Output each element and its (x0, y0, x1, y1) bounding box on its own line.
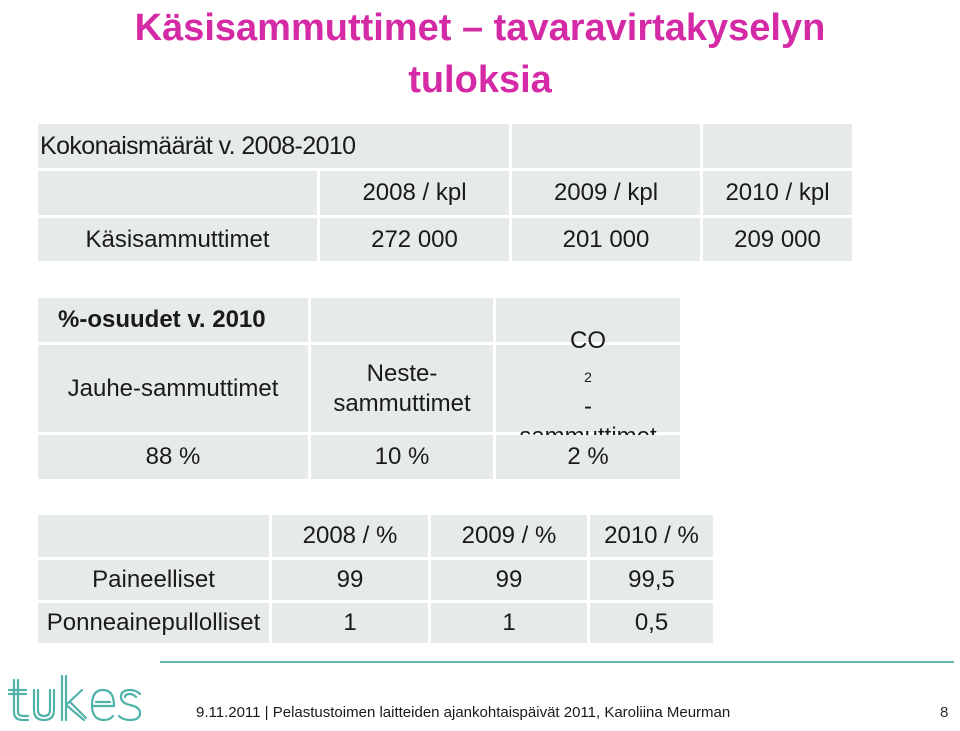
totals-table-caption: Kokonaismäärät v. 2008-2010 (40, 131, 356, 160)
share-table-header (496, 326, 680, 432)
type-table-value: 0,5 (590, 603, 713, 643)
type-table-header: 2010 / % (590, 515, 713, 557)
co2-suffix: - (584, 392, 592, 420)
footer-text: 9.11.2011 | Pelastustoimen laitteiden ajankohtaispäivät 2011, Karoliina Meurman (196, 704, 731, 721)
slide-title-line1: Käsisammuttimet – tavaravirtakyselyn (134, 7, 826, 49)
type-table-value: 99 (431, 560, 587, 600)
totals-table-header: 2010 / kpl (703, 171, 852, 215)
totals-table-empty-cell (703, 124, 852, 168)
totals-table-header: 2009 / kpl (512, 171, 700, 215)
type-table-header: 2008 / % (272, 515, 428, 557)
totals-table-value: 209 000 (703, 218, 852, 261)
type-table-empty-cell (38, 515, 269, 557)
type-table-row-label: Paineelliset (38, 560, 269, 600)
share-table-value: 2 % (496, 435, 680, 479)
tukes-logo-icon (8, 672, 158, 726)
share-table-value: 10 % (311, 435, 493, 479)
type-table-header: 2009 / % (431, 515, 587, 557)
co2-text: CO (570, 326, 606, 354)
share-table-header: Jauhe-sammuttimet (38, 345, 308, 432)
type-table-value: 1 (272, 603, 428, 643)
totals-table-empty-cell (512, 124, 700, 168)
share-table-empty-cell (311, 298, 493, 342)
share-table-header-line: sammuttimet (333, 389, 471, 417)
totals-table-row-label: Käsisammuttimet (38, 218, 317, 261)
type-table-row-label: Ponneainepullolliset (38, 603, 269, 643)
page-number: 8 (940, 704, 949, 721)
slide-title-line2: tuloksia (408, 59, 552, 101)
tukes-logo (8, 672, 158, 726)
co2-subscript: 2 (584, 368, 592, 385)
share-table-header-line: Neste- (366, 359, 438, 387)
totals-table-value: 272 000 (320, 218, 509, 261)
type-table-value: 99,5 (590, 560, 713, 600)
type-table-value: 99 (272, 560, 428, 600)
totals-table-header: 2008 / kpl (320, 171, 509, 215)
type-table-value: 1 (431, 603, 587, 643)
slide-title (40, 2, 920, 106)
totals-table-empty-cell (38, 171, 317, 215)
footer-divider (160, 661, 954, 663)
share-table-header-line (570, 326, 606, 422)
share-table-value: 88 % (38, 435, 308, 479)
totals-table-value: 201 000 (512, 218, 700, 261)
share-table-header (311, 345, 493, 432)
totals-table-caption-cell (38, 124, 509, 168)
share-table-caption: %-osuudet v. 2010 (38, 298, 308, 342)
